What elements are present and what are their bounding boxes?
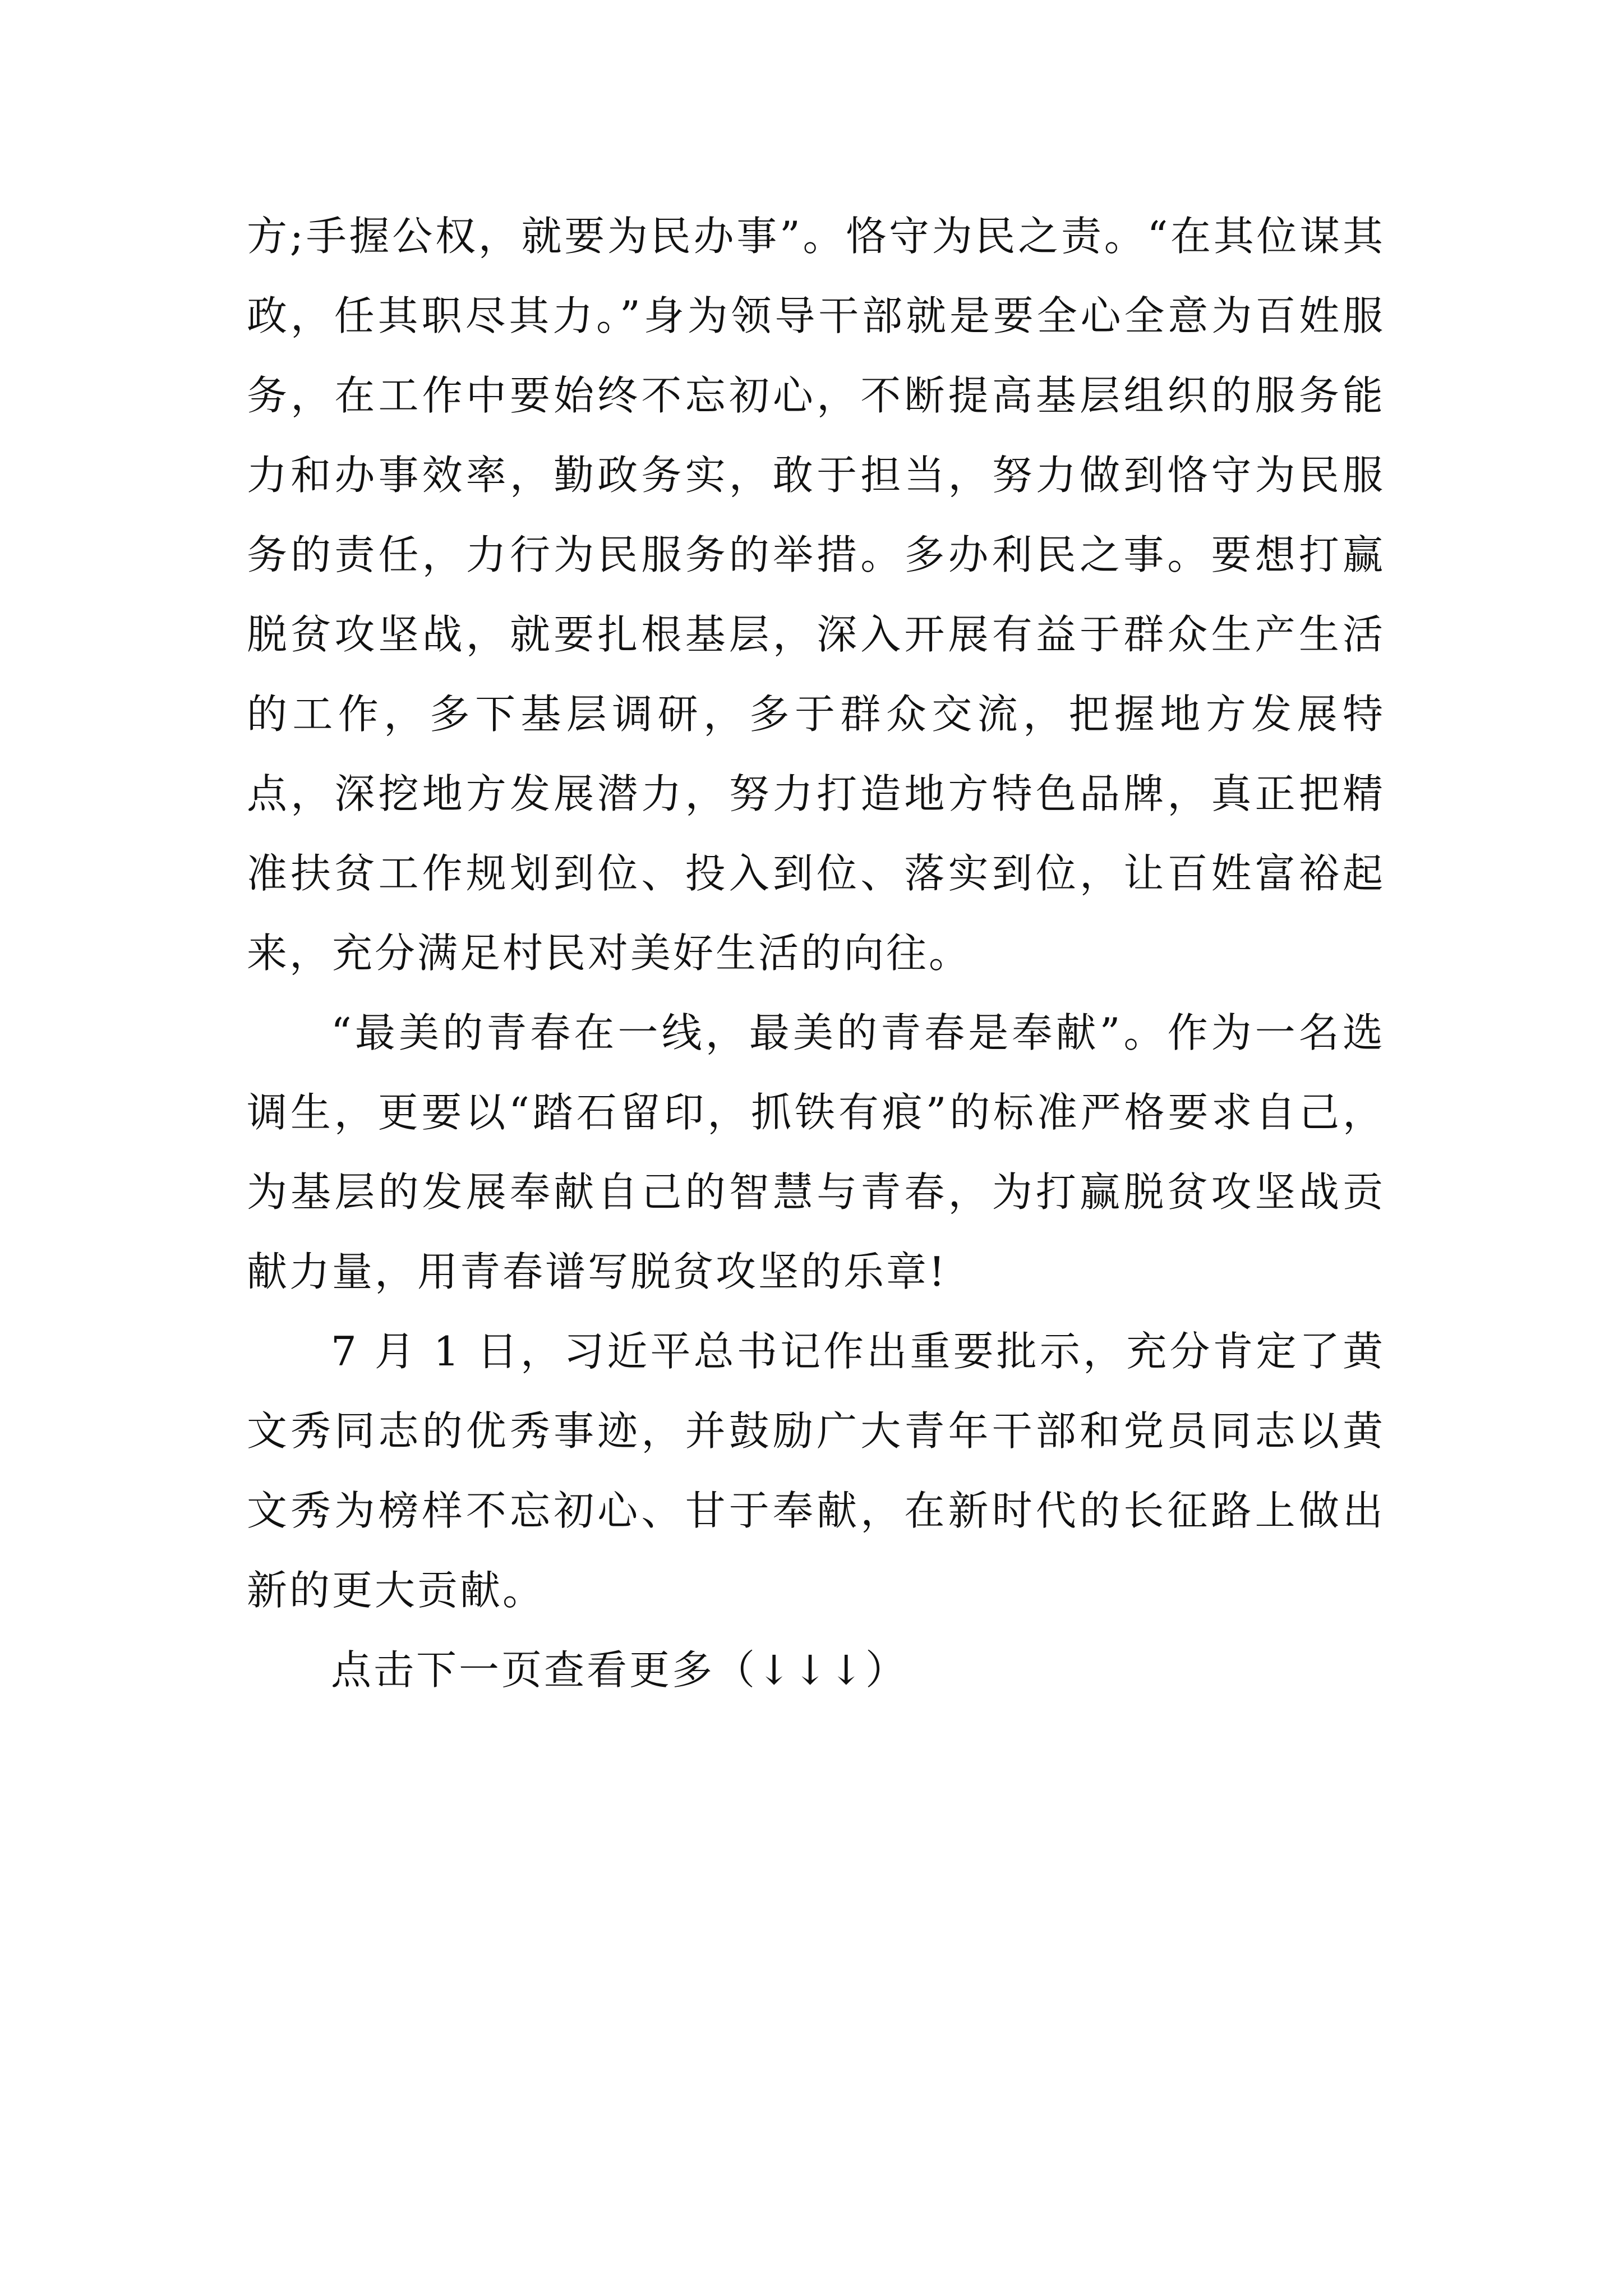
paragraph-july-instruction: 7 月 1 日，习近平总书记作出重要批示，充分肯定了黄文秀同志的优秀事迹，并鼓励广大青年干部和党员同志以黄文秀为榜样不忘初心、甘于奉献，在新时代的长征路上做出新的更大贡献。 — [247, 1328, 1385, 1614]
next-page-hint: 点击下一页查看更多（↓↓↓） — [331, 1646, 908, 1694]
paragraph-youth-dedication: “最美的青春在一线，最美的青春是奉献”。作为一名选调生，更要以“踏石留印，抓铁有痕”的标准严格要求自己，为基层的发展奉献自己的智慧与青春，为打赢脱贫攻坚战贡献力量，用青春谱写脱贫攻坚的乐章! — [247, 1009, 1385, 1295]
paragraph-public-service: 方;手握公权，就要为民办事”。恪守为民之责。“在其位谋其政，任其职尽其力。”身为领导干部就是要全心全意为百姓服务，在工作中要始终不忘初心，不断提高基层组织的服务能力和办事效率，勤政务实，敢于担当，努力做到恪守为民服务的责任，力行为民服务的举措。多办利民之事。要想打赢脱贫攻坚战，就要扎根基层，深入开展有益于群众生产生活的工作，多下基层调研，多于群众交流，把握地方发展特点，深挖地方发展潜力，努力打造地方特色品牌，真正把精准扶贫工作规划到位、投入到位、落实到位，让百姓富裕起来，充分满足村民对美好生活的向往。 — [247, 213, 1385, 977]
document-body — [247, 196, 1385, 1710]
